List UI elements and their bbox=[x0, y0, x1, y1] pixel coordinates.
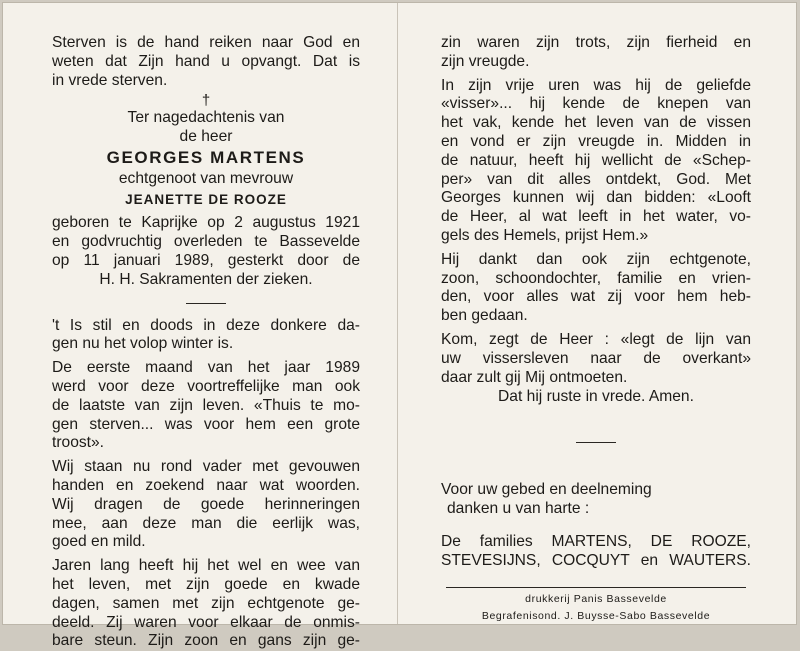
memorial-line: Ter nagedachtenis van bbox=[127, 109, 285, 127]
text-line: Jaren lang heeft hij het wel en wee van bbox=[52, 557, 360, 575]
amen-line: Dat hij ruste in vrede. Amen. bbox=[498, 388, 694, 406]
text-line: de natuur, heeft hij wellicht de «Schep- bbox=[441, 151, 751, 169]
text-line: Hij dankt dan ook zijn echtgenote, bbox=[441, 250, 751, 268]
text-line: handen en zoekend naar wat woorden. bbox=[52, 476, 360, 494]
thanks-line: Voor uw gebed en deelneming bbox=[441, 481, 652, 499]
text-line: uw vissersleven naar de overkant» bbox=[441, 349, 751, 367]
text-line: en vond er zijn vreugde in. Midden in bbox=[441, 132, 751, 150]
text-line: mee, aan deze man die eerlijk was, bbox=[52, 514, 360, 532]
text-line: de Heer, al wat leeft in het water, vo- bbox=[441, 208, 751, 226]
intro-line: weten dat Zijn hand u opvangt. Dat is bbox=[52, 52, 360, 70]
printer-line: drukkerij Panis Bassevelde bbox=[525, 593, 667, 606]
text-line: den, voor alles wat zij voor hem heb- bbox=[441, 288, 751, 306]
intro-line: Sterven is de hand reiken naar God en bbox=[52, 34, 360, 51]
honorific: de heer bbox=[179, 128, 233, 146]
text-line: bare steun. Zijn zoon en gans zijn ge- bbox=[52, 632, 360, 650]
text-line: Wij dragen de goede herinneringen bbox=[52, 495, 360, 513]
text-line: De eerste maand van het jaar 1989 bbox=[52, 359, 360, 377]
cross-icon: † bbox=[201, 92, 211, 110]
families-line: STEVESIJNS, COCQUYT en WAUTERS. bbox=[441, 551, 751, 569]
text-line: daar zult gij Mij ontmoeten. bbox=[441, 368, 628, 386]
spouse-intro: echtgenoot van mevrouw bbox=[118, 169, 294, 187]
text-line: gen sterven... was voor hem een grote bbox=[52, 415, 360, 433]
text-line: het vak, kende het leven van de vissen bbox=[441, 114, 751, 132]
funeral-home-line: Begrafenisond. J. Buysse-Sabo Bassevelde bbox=[481, 610, 711, 623]
intro-line: in vrede sterven. bbox=[52, 71, 168, 89]
text-line: Kom, zegt de Heer : «legt de lijn van bbox=[441, 330, 751, 348]
text-line: «visser»... hij kende de knepen van bbox=[441, 95, 751, 113]
detail-line: op 11 januari 1989, gesterkt door de bbox=[52, 251, 360, 269]
text-line: 't Is stil en doods in deze donkere da- bbox=[52, 316, 360, 334]
families-line: De families MARTENS, DE ROOZE, bbox=[441, 532, 751, 550]
text-line: goed en mild. bbox=[52, 533, 146, 551]
detail-line: H. H. Sakramenten der zieken. bbox=[99, 270, 313, 288]
deceased-name: GEORGES MARTENS bbox=[106, 147, 306, 167]
thanks-line: danken u van harte : bbox=[447, 499, 590, 517]
text-line: dagen, samen met zijn echtgenote ge- bbox=[52, 594, 360, 612]
right-page bbox=[441, 34, 751, 625]
spouse-name: JEANETTE DE ROOZE bbox=[125, 191, 287, 207]
text-line: het leven, met zijn goede en kwade bbox=[52, 575, 360, 593]
text-line: werd voor deze voortreffelijke man ook bbox=[52, 377, 360, 395]
text-line: zijn vreugde. bbox=[441, 52, 530, 70]
detail-line: geboren te Kaprijke op 2 augustus 1921 bbox=[52, 214, 360, 232]
text-line: per» van dit alles ontdekt, God. Met bbox=[441, 170, 751, 188]
text-line: gels des Hemels, prijst Hem.» bbox=[441, 226, 649, 244]
fold-line bbox=[397, 3, 398, 624]
text-line: ben gedaan. bbox=[441, 307, 528, 325]
text-line: de laatste van zijn leven. «Thuis te mo- bbox=[52, 396, 360, 414]
text-line: zoon, schoondochter, familie en vrien- bbox=[441, 269, 751, 287]
text-line: Wij staan nu rond vader met gevouwen bbox=[52, 458, 360, 476]
detail-line: en godvruchtig overleden te Bassevelde bbox=[52, 233, 360, 251]
left-page bbox=[52, 34, 360, 651]
text-line: In zijn vrije uren was hij de geliefde bbox=[441, 76, 751, 94]
text-line: zin waren zijn trots, zijn fierheid en bbox=[441, 34, 751, 51]
text-line: gen nu het volop winter is. bbox=[52, 335, 234, 353]
text-line: Georges kunnen wij dan bidden: «Looft bbox=[441, 189, 751, 207]
text-line: troost». bbox=[52, 434, 105, 452]
text-line: deeld. Zij waren voor elkaar de onmis- bbox=[52, 613, 360, 631]
